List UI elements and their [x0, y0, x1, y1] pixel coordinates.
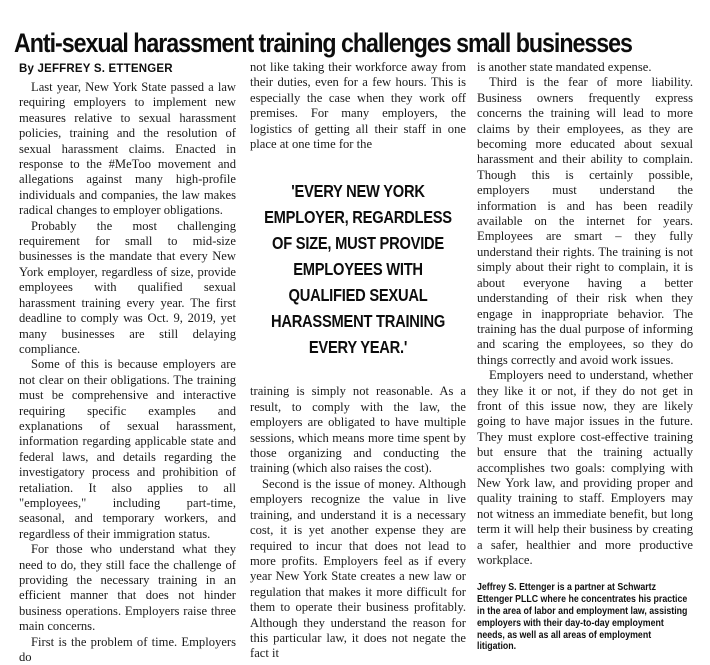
headline: Anti-sexual harassment training challenges small businesses: [14, 28, 632, 59]
article-column-2: [250, 60, 466, 662]
pull-quote: 'EVERY NEW YORK EMPLOYER, REGARDLESS OF SIZE, MUST PROVIDE EMPLOYEES WITH QUALIFIED SEXUAL HARASSMENT TRAINING EVERY YEAR.': [264, 181, 452, 358]
paragraph: is another state mandated expense.: [477, 60, 652, 74]
paragraph: training is simply not reasonable. As a result, to comply with the law, the employers are obligated to have multiple sessions, which means more time spent by those organizing and conducting the training (which also raises the cost).: [250, 384, 466, 476]
article-column-3: [477, 60, 693, 653]
paragraph: First is the problem of time. Employers do: [19, 634, 236, 665]
paragraph: Some of this is because employers are not clear on their obligations. The training must be comprehensive and interactive requiring specific examples and explanations of sexual harassment, information regarding applicable state and federal laws, and details regarding the investigatory process and prohibition of retaliation. It also applies to all "employees," including part-time, seasonal, and temporary workers, and regardless of their immigration status.: [19, 357, 236, 541]
byline: By JEFFREY S. ETTENGER: [19, 63, 173, 75]
paragraph: Third is the fear of more liability. Business owners frequently express concerns the training will lead to more claims by their employees, as they are becoming more educated about sexual harassment and their ability to complain. Though this is certainly possible, employers must understand the information is and has been readily available on the internet for years. Employees are smart – they fully understand their rights. The training is not simply about their right to complain, it is about everyone having a better understanding of their risk when they engage in inappropriate behavior. The training has the dual purpose of informing and scaring the employees, so they do things correctly and avoid work issues.: [477, 75, 693, 367]
article-column-1: [19, 62, 236, 665]
paragraph: Last year, New York State passed a law requiring employers to implement new measures relative to sexual harassment policies, training and the resolution of sexual harassment claims. Enacted in response to the #MeToo movement and allegations against many high-profile individuals and companies, the law makes radical changes to employer obligations.: [19, 80, 236, 218]
paragraph: Employers need to understand, whether they like it or not, if they do not get in front of this issue now, they are likely going to have major issues in the future. They must explore cost-effective training but ensure that the training actually accomplishes two goals: complying with New York law, and providing proper and quality training to staff. Employers may not witness an immediate benefit, but long term it will help their business by creating a safer, healthier and more productive workplace.: [477, 368, 693, 567]
author-bio: Jeffrey S. Ettenger is a partner at Schwartz Ettenger PLLC where he concentrates his practice in the area of labor and employment law, assisting employers with their day-to-day employment needs, as well as all areas of employment litigation.: [477, 582, 688, 653]
paragraph: For those who understand what they need to do, they still face the challenge of providing the necessary training in an efficient manner that does not hinder business operations. Employers raise three main concerns.: [19, 542, 236, 634]
paragraph: Second is the issue of money. Although employers recognize the value in live training, and understand it is a necessary cost, it is yet another expense they are required to incur that does not lead to more profits. Employers feel as if every year New York State creates a new law or regulation that makes it more difficult for them to operate their business profitably. Although they understand the reason for this particular law, it does not negate the fact it: [250, 476, 466, 661]
paragraph: not like taking their workforce away from their duties, even for a few hours. This is especially the case when they work off premises. For many employers, the logistics of getting all their staff in one place at one time for the: [250, 60, 466, 152]
paragraph: Probably the most challenging requirement for small to mid-size businesses is the mandate that every New York employer, regardless of size, provide employees with qualified sexual harassment training every year. The first deadline to comply was Oct. 9, 2019, yet many businesses are still delaying compliance.: [19, 218, 236, 356]
